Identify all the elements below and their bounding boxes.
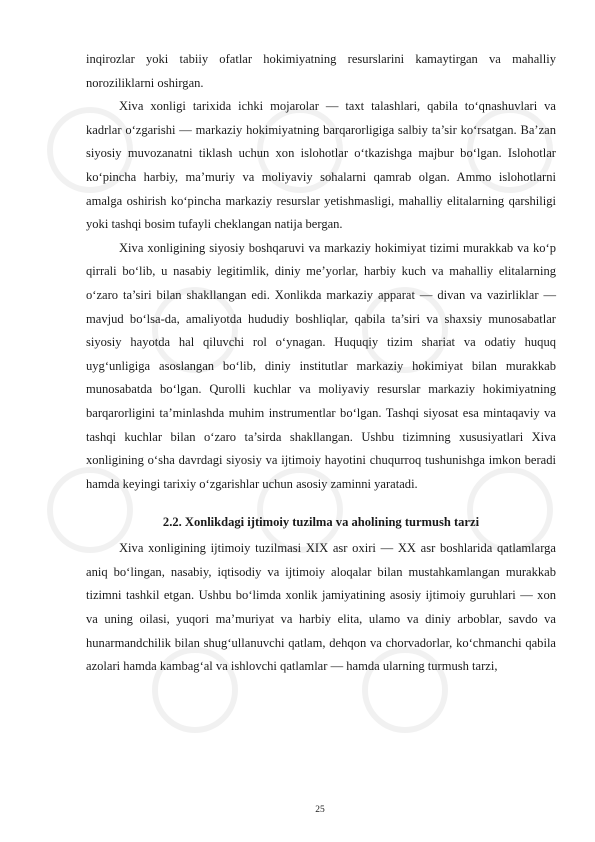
paragraph-social-structure: Xiva xonligining ijtimoiy tuzilmasi XIX asr oxiri — XX asr boshlarida qatlamlarga aniq bo‘lingan, nasabiy, iqtisodiy va ijtimoiy aloqalar bilan mustahkamlangan murakkab tizimni tashkil etgan. Ushbu bo‘limda xonlik jamiyatining asosiy ijtimoiy guruhlari — xon va uning oilasi, yuqori ma’muriyat va harbiy elita, ulamo va diniy arboblar, savdo va hunarmandchilik bilan shug‘ullanuvchi qatlam, dehqon va chorvadorlar, ko‘chmanchi qabila azolari hamda kambag‘al va ishlovchi qatlamlar — hamda ularning turmush tarzi, (86, 541, 556, 674)
section-heading: 2.2. Xonlikdagi ijtimoiy tuzilma va aholining turmush tarzi (162, 515, 480, 530)
paragraph-internal-conflicts: Xiva xonligi tarixida ichki mojarolar — taxt talashlari, qabila to‘qnashuvlari va kadrlar o‘zgarishi — markaziy hokimiyatning barqarorligiga salbiy ta’sir ko‘rsatgan. Ba’zan siyosiy muvozanatni tiklash uchun xon islohotlar o‘tkazishga majbur bo‘lgan. Islohotlar ko‘pincha harbiy, ma’muriy va moliyaviy sohalarni qamrab olgan. Ammo islohotlarni amalga oshirish ko‘pincha markaziy resurslar yetishmasligi, mahalliy elitalarning qarshiligi yoki tashqi bosim tufayli cheklangan natija bergan. (86, 99, 556, 232)
main-text (86, 48, 556, 679)
paragraph-continued: inqirozlar yoki tabiiy ofatlar hokimiyatning resurslarini kamaytirgan va mahalliy noroziliklarni oshirgan. (86, 52, 556, 90)
page-number: 25 (315, 805, 325, 815)
paragraph-political-governance: Xiva xonligining siyosiy boshqaruvi va markaziy hokimiyat tizimi murakkab va ko‘p qirrali bo‘lib, u nasabiy legitimlik, diniy me’yorlar, harbiy kuch va mahalliy elitalarning o‘zaro ta’siri bilan shakllangan edi. Xonlikda markaziy apparat — divan va vazirliklar — mavjud bo‘lsa-da, amaliyotda hududiy boshliqlar, qabila ta’siri va shaxsiy munosabatlar siyosiy hayotda hal qiluvchi rol o‘ynagan. Huquqiy tizim shariat va odatiy huquq uyg‘unligiga asoslangan bo‘lib, diniy institutlar markaziy hokimiyat bilan murakkab munosabatda bo‘lgan. Qurolli kuchlar va moliyaviy resurslar markaziy hokimiyatning barqarorligini ta’minlashda muhim instrumentlar bo‘lgan. Tashqi siyosat esa mintaqaviy va tashqi kuchlar bilan o‘zaro ta’sirda shakllangan. Ushbu tizimning xususiyatlari Xiva xonligining o‘sha davrdagi siyosiy va ijtimoiy hayotini chuqurroq tushunishga imkon beradi hamda keyingi tarixiy o‘zgarishlar uchun asosiy zaminni yaratadi. (86, 240, 556, 491)
